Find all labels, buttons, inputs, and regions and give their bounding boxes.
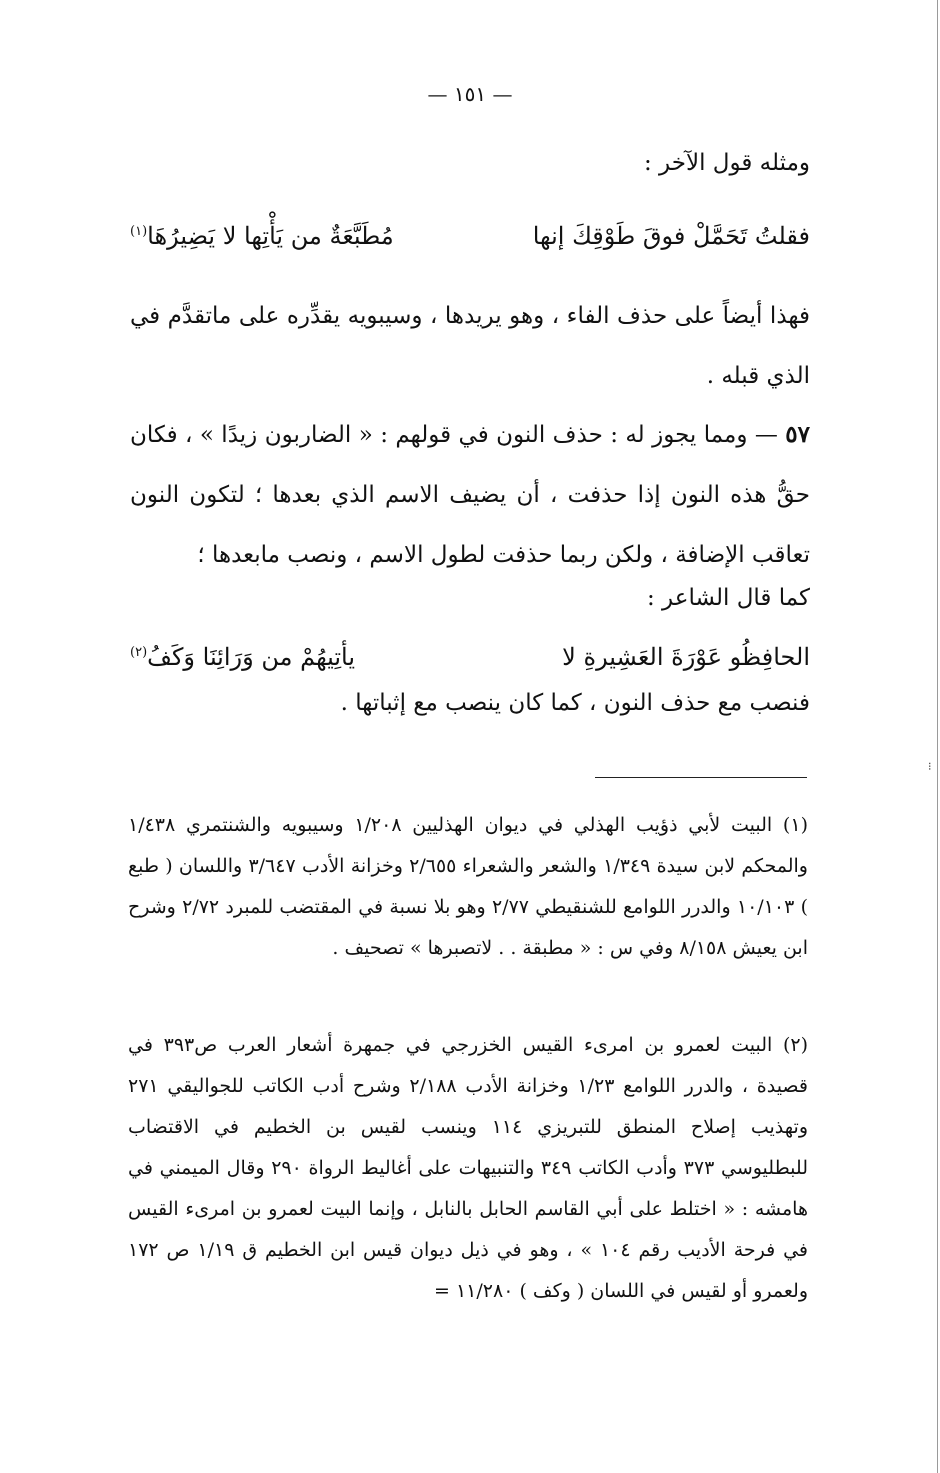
- footnote-2: (٢) البيت لعمرو بن امرىء القيس الخزرجي في جمهرة أشعار العرب ص٣٩٣ في قصيدة ، والدرر اللوامع ١/٢٣ وخزانة الأدب ٢/١٨٨ وشرح أدب الكاتب للجواليقي ٢٧١ وتهذيب إصلاح المنطق للتبريزي ١١٤ وينسب لقيس بن الخطيم في الاقتضاب للبطليوسي ٣٧٣ وأدب الكاتب ٣٤٩ والتنبيهات على أغاليط الرواة ٢٩٠ وقال الميمني في هامشه : « اختلط على أبي القاسم الحابل بالنابل ، وإنما البيت لعمرو بن امرىء القيس في فرحة الأديب رقم ١٠٤ » ، وهو في ذيل ديوان قيس ابن الخطيم ق ١/١٩ ص ١٧٢ ولعمرو أو لقيس في اللسان ( وكف ) ١١/٢٨٠ =: [128, 1034, 809, 1302]
- section-57: [130, 405, 810, 585]
- verse-1-second-half: مُطَبَّعَةٌ من يَأْتِها لا يَضِيرُهَا: [147, 222, 394, 250]
- footnote-ref-1: (١): [130, 224, 148, 239]
- section-57-text: — ومما يجوز له : حذف النون في قولهم : « الضاربون زيدًا » ، فكان حقُّ هذه النون إذا حذفت ، أن يضيف الاسم الذي بعدها ؛ لتكون النون تعاقب الإضافة ، ولكن ربما حذفت لطول الاسم ، ونصب مابعدها ؛: [130, 422, 810, 568]
- verse-1-hemistich-1: فقلتُ تَحَمَّلْ فوقَ طَوْقِكَ إنها: [532, 222, 810, 250]
- footnote-1: (١) البيت لأبي ذؤيب الهذلي في ديوان الهذليين ١/٢٠٨ وسيبويه والشنتمري ١/٤٣٨ والمحكم لابن سيدة ١/٣٤٩ والشعر والشعراء ٢/٦٥٥ وخزانة الأدب ٣/٦٤٧ واللسان ( طبع ) ١٠/١٠٣ والدرر اللوامع للشنقيطي ٢/٧٧ وهو بلا نسبة في المقتضب للمبرد ٢/٧٢ وشرح ابن يعيش ٨/١٥٨ وفي س : « مطبقة . . لاتصبرها » تصحيف .: [128, 814, 809, 959]
- verse-2-hemistich-2: [130, 643, 355, 671]
- paragraph-1: فهذا أيضاً على حذف الفاء ، وهو يريدها ، وسيبويه يقدِّره على ماتقدَّم في الذي قبله .: [130, 303, 810, 389]
- poet-line: كما قال الشاعر :: [647, 585, 810, 611]
- footnote-divider: [595, 777, 807, 778]
- footnote-ref-2: (٢): [130, 645, 148, 660]
- verse-2-hemistich-1: الحافِظُو عَوْرَةَ العَشِيرةِ لا: [562, 643, 810, 671]
- page-edge-line: [937, 0, 938, 1473]
- section-number: ٥٧: [785, 421, 811, 448]
- intro-line: ومثله قول الآخر :: [644, 150, 810, 176]
- paragraph-2: فنصب مع حذف النون ، كما كان ينصب مع إثباتها .: [340, 690, 810, 716]
- verse-2-second-half: يأتِيهُمْ من وَرَائِنَا وَكَفُ: [147, 643, 356, 671]
- verse-1-hemistich-2: [130, 222, 394, 250]
- page-number: — ١٥١ —: [427, 82, 513, 106]
- margin-mark: ⁝: [928, 760, 932, 773]
